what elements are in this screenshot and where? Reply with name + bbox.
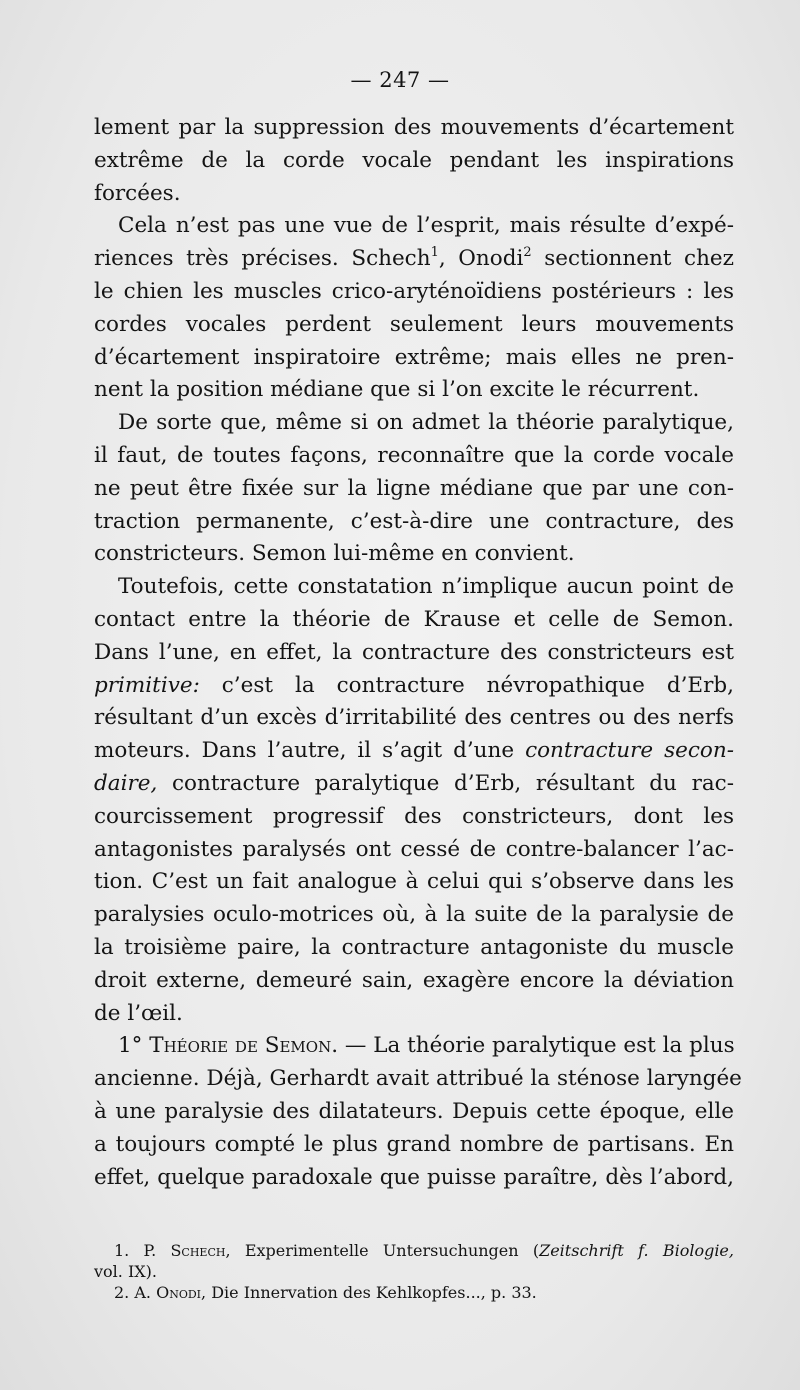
text-segment: traction permanente, c’est-à-dire une contracture, des — [94, 508, 734, 534]
text-segment: lement par la suppression des mouvements d’écartement — [94, 115, 734, 140]
footnote-line — [94, 1282, 734, 1303]
footnote-marker: 2 — [523, 245, 532, 261]
text-line — [94, 735, 734, 768]
footnote-line — [94, 1240, 734, 1261]
italic-text: primitive: — [94, 672, 200, 698]
text-line — [94, 899, 734, 932]
text-segment: d’écartement inspiratoire extrême; mais elles ne pren- — [94, 344, 734, 370]
text-segment: c’est la contracture névropathique d’Erb, — [199, 672, 734, 698]
text-segment: forcées. — [94, 180, 181, 206]
text-line — [94, 440, 734, 473]
text-line — [94, 834, 734, 867]
page-number: — 247 — — [350, 68, 450, 92]
small-caps-text: Onodi — [156, 1283, 202, 1302]
text-segment: extrême de la corde vocale pendant les inspirations — [94, 147, 734, 173]
italic-text: Zeitschrift f. Biologie, — [539, 1241, 734, 1260]
text-line — [94, 932, 734, 965]
italic-text: daire, — [94, 770, 158, 796]
text-segment: la troisième paire, la contracture antagoniste du muscle — [94, 934, 734, 960]
small-caps-text: Théorie de Semon. — [149, 1033, 339, 1059]
text-segment: — La théorie paralytique est la plus — [338, 1033, 735, 1059]
text-segment: antagonistes paralysés ont cessé de contre-balancer l’ac- — [94, 836, 734, 862]
text-line — [94, 998, 734, 1031]
text-segment: tion. C’est un fait analogue à celui qui s’observe dans les — [94, 869, 734, 895]
text-segment: contracture paralytique d’Erb, résultant du rac- — [157, 770, 734, 796]
text-line — [94, 342, 734, 375]
text-segment: riences très précises. Schech — [94, 246, 431, 272]
text-segment: a toujours compté le plus grand nombre de partisans. En — [94, 1131, 734, 1157]
text-segment: contact entre la théorie de Krause et celle de Semon. — [94, 606, 734, 632]
text-line — [94, 866, 734, 899]
text-segment: , Experimentelle Untersuchungen ( — [225, 1241, 540, 1260]
text-line — [94, 571, 734, 604]
text-segment: 2. A. — [114, 1283, 157, 1302]
text-segment: droit externe, demeuré sain, exagère encore la déviation — [94, 967, 734, 993]
text-line — [94, 1162, 734, 1195]
text-segment: Dans l’une, en effet, la contracture des constricteurs est — [94, 639, 734, 665]
text-line — [94, 276, 734, 309]
text-segment: il faut, de toutes façons, reconnaître que la corde vocale — [94, 442, 734, 468]
text-segment: paralysies oculo-motrices où, à la suite de la paralysie de — [94, 902, 734, 928]
text-line — [94, 1063, 742, 1096]
text-segment: résultant d’un excès d’irritabilité des centres ou des nerfs — [94, 705, 734, 731]
text-line — [94, 965, 734, 998]
text-line — [94, 243, 734, 276]
text-segment: ne peut être fixée sur la ligne médiane que par une con- — [94, 475, 734, 501]
text-line — [94, 210, 734, 243]
text-segment: de l’œil. — [94, 1000, 183, 1026]
footnote-marker: 1 — [430, 245, 439, 261]
text-segment: vol. IX). — [94, 1262, 157, 1281]
body-text — [94, 112, 742, 1194]
text-segment: 1° — [118, 1033, 150, 1059]
small-caps-text: Schech — [170, 1241, 226, 1260]
text-line — [94, 1096, 734, 1129]
text-line — [94, 1030, 734, 1063]
text-line — [94, 538, 734, 571]
text-line — [94, 670, 734, 703]
text-line — [94, 637, 734, 670]
text-line — [94, 801, 734, 834]
footnote-line — [94, 1261, 734, 1282]
text-segment: à une paralysie des dilatateurs. Depuis cette époque, elle — [94, 1098, 734, 1124]
text-segment: , Die Innervation des Kehlkopfes..., p. 33. — [201, 1283, 537, 1302]
text-segment: 1. P. — [114, 1241, 171, 1260]
text-segment: le chien les muscles crico-aryténoïdiens postérieurs : les — [94, 278, 734, 304]
text-line — [94, 702, 734, 735]
text-segment: moteurs. Dans l’autre, il s’agit d’une — [94, 738, 526, 764]
text-segment: , Onodi — [438, 246, 524, 272]
text-segment: ancienne. Déjà, Gerhardt avait attribué la sténose laryngée — [94, 1066, 742, 1092]
text-segment: cordes vocales perdent seulement leurs mouvements — [94, 311, 734, 337]
text-line — [94, 407, 734, 440]
text-segment: effet, quelque paradoxale que puisse paraître, dès l’abord, — [94, 1164, 734, 1190]
footnotes — [94, 1240, 734, 1303]
text-line — [94, 178, 734, 211]
text-segment: Toutefois, cette constatation n’implique aucun point de — [118, 574, 734, 600]
text-line — [94, 309, 734, 342]
text-line — [94, 473, 734, 506]
text-segment: courcissement progressif des constricteurs, dont les — [94, 803, 734, 829]
text-line — [94, 112, 734, 145]
text-line — [94, 374, 734, 407]
italic-text: contracture secon- — [525, 738, 734, 764]
text-segment: De sorte que, même si on admet la théorie paralytique, — [118, 410, 734, 436]
text-line — [94, 506, 734, 539]
text-line — [94, 145, 734, 178]
text-segment: sectionnent chez — [531, 246, 734, 272]
text-line — [94, 604, 734, 637]
text-line — [94, 768, 734, 801]
text-line — [94, 1129, 734, 1162]
text-segment: constricteurs. Semon lui-même en convient. — [94, 541, 575, 567]
text-segment: Cela n’est pas une vue de l’esprit, mais résulte d’expé- — [118, 213, 734, 239]
text-segment: nent la position médiane que si l’on excite le récurrent. — [94, 377, 700, 403]
